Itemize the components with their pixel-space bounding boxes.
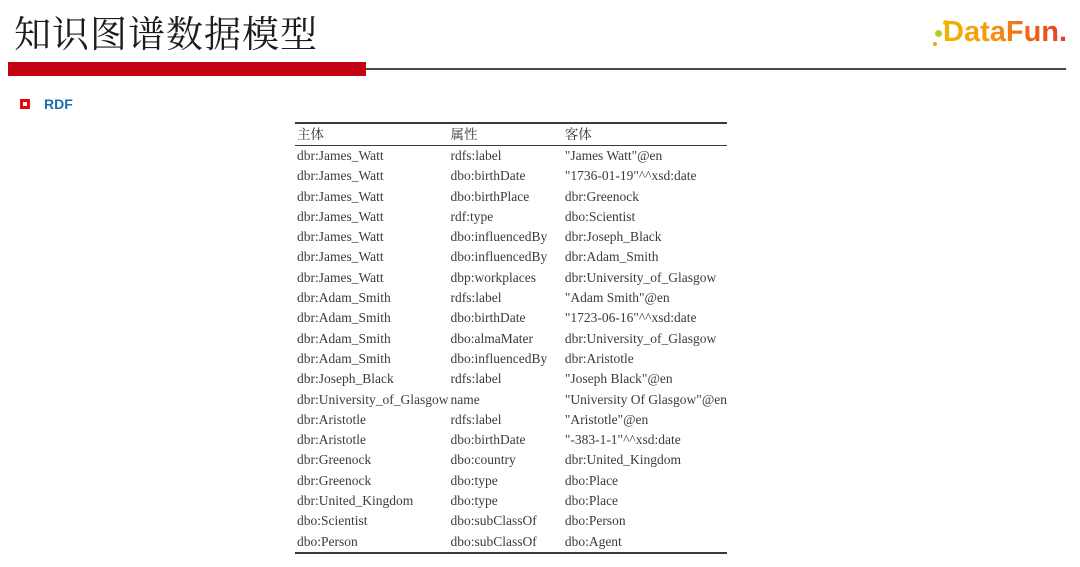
cell-subject: dbr:James_Watt (297, 249, 384, 265)
table-body (295, 146, 727, 553)
cell-subject: dbr:Joseph_Black (297, 371, 394, 387)
cell-subject: dbr:James_Watt (297, 148, 384, 163)
header-divider (366, 68, 1066, 70)
table-row (295, 166, 727, 186)
cell-object: "1723-06-16"^^xsd:date (564, 310, 697, 326)
table-row (295, 247, 727, 267)
cell-subject: dbr:Adam_Smith (297, 310, 391, 326)
cell-subject: dbo:Scientist (297, 513, 368, 529)
column-header-predicate: 属性 (448, 123, 562, 146)
table-row (295, 430, 727, 450)
cell-predicate: rdf:type (450, 208, 494, 224)
cell-predicate: dbo:country (450, 452, 516, 468)
cell-object: "Adam Smith"@en (564, 290, 670, 306)
table-row (295, 471, 727, 491)
cell-object: dbo:Person (564, 513, 626, 529)
cell-object: "1736-01-19"^^xsd:date (564, 168, 697, 184)
cell-object: "University Of Glasgow"@en (564, 391, 727, 407)
cell-object: dbr:University_of_Glasgow (564, 269, 717, 285)
table-header-row (295, 123, 727, 146)
section-label: RDF (44, 96, 73, 112)
cell-predicate: dbo:influencedBy (450, 350, 548, 366)
cell-subject: dbr:Aristotle (297, 411, 366, 427)
cell-predicate: dbo:subClassOf (450, 513, 537, 529)
cell-subject: dbr:James_Watt (297, 168, 384, 184)
table-row (295, 207, 727, 227)
cell-subject: dbr:Greenock (297, 452, 372, 468)
datafun-logo (933, 12, 1078, 56)
cell-object: dbo:Agent (564, 533, 622, 549)
cell-predicate: dbo:birthDate (450, 168, 526, 184)
table-row (295, 450, 727, 470)
cell-predicate: dbo:almaMater (450, 330, 533, 346)
cell-object: dbo:Place (564, 493, 619, 509)
cell-object: "Joseph Black"@en (564, 371, 673, 387)
cell-subject: dbr:James_Watt (297, 188, 384, 204)
table-row (295, 491, 727, 511)
table-row (295, 369, 727, 389)
square-bullet-icon (20, 99, 30, 109)
cell-subject: dbr:Greenock (297, 472, 372, 488)
cell-subject: dbr:James_Watt (297, 229, 384, 245)
cell-predicate: dbo:type (450, 472, 498, 488)
logo-wordmark: DataFun. (943, 16, 1068, 48)
table-row (295, 288, 727, 308)
cell-object: dbr:University_of_Glasgow (564, 330, 717, 346)
cell-predicate: name (450, 391, 480, 407)
table-row (295, 532, 727, 553)
cell-predicate: rdfs:label (450, 148, 502, 163)
cell-predicate: dbo:birthDate (450, 310, 526, 326)
cell-object: dbr:Aristotle (564, 350, 634, 366)
page-title: 知识图谱数据模型 (14, 14, 318, 55)
cell-object: dbr:Adam_Smith (564, 249, 659, 265)
cell-object: "James Watt"@en (564, 148, 663, 163)
cell-predicate: dbo:influencedBy (450, 229, 548, 245)
cell-subject: dbr:James_Watt (297, 269, 384, 285)
table-header (295, 123, 727, 146)
column-header-subject: 主体 (295, 123, 448, 146)
cell-subject: dbr:Adam_Smith (297, 330, 391, 346)
section-bullet-rdf (20, 96, 73, 112)
column-header-object: 客体 (563, 123, 727, 146)
cell-predicate: rdfs:label (450, 411, 502, 427)
cell-object: dbo:Scientist (564, 208, 636, 224)
cell-object: dbr:Joseph_Black (564, 229, 662, 245)
cell-subject: dbr:Aristotle (297, 432, 366, 448)
table-row (295, 187, 727, 207)
table-row (295, 268, 727, 288)
table-row (295, 308, 727, 328)
title-accent-bar (8, 62, 366, 76)
cell-predicate: rdfs:label (450, 290, 502, 306)
table-row (295, 329, 727, 349)
cell-predicate: rdfs:label (450, 371, 502, 387)
cell-predicate: dbo:birthDate (450, 432, 526, 448)
cell-predicate: dbo:subClassOf (450, 533, 537, 549)
cell-object: dbo:Place (564, 472, 619, 488)
cell-object: dbr:United_Kingdom (564, 452, 682, 468)
table-row (295, 390, 727, 410)
cell-subject: dbr:James_Watt (297, 208, 384, 224)
cell-predicate: dbo:type (450, 493, 498, 509)
cell-object: "-383-1-1"^^xsd:date (564, 432, 681, 448)
table-row (295, 511, 727, 531)
cell-object: "Aristotle"@en (564, 411, 649, 427)
cell-predicate: dbo:influencedBy (450, 249, 548, 265)
cell-object: dbr:Greenock (564, 188, 640, 204)
table-row (295, 349, 727, 369)
logo-dot-icon (935, 30, 942, 37)
rdf-triples-table (295, 122, 727, 554)
cell-subject: dbo:Person (297, 533, 358, 549)
cell-predicate: dbp:workplaces (450, 269, 536, 285)
cell-subject: dbr:Adam_Smith (297, 350, 391, 366)
table-row (295, 410, 727, 430)
cell-subject: dbr:Adam_Smith (297, 290, 391, 306)
logo-dot-icon (933, 42, 937, 46)
cell-predicate: dbo:birthPlace (450, 188, 530, 204)
cell-subject: dbr:United_Kingdom (297, 493, 414, 509)
table-row (295, 227, 727, 247)
table-row (295, 146, 727, 167)
cell-subject: dbr:University_of_Glasgow (297, 391, 449, 407)
